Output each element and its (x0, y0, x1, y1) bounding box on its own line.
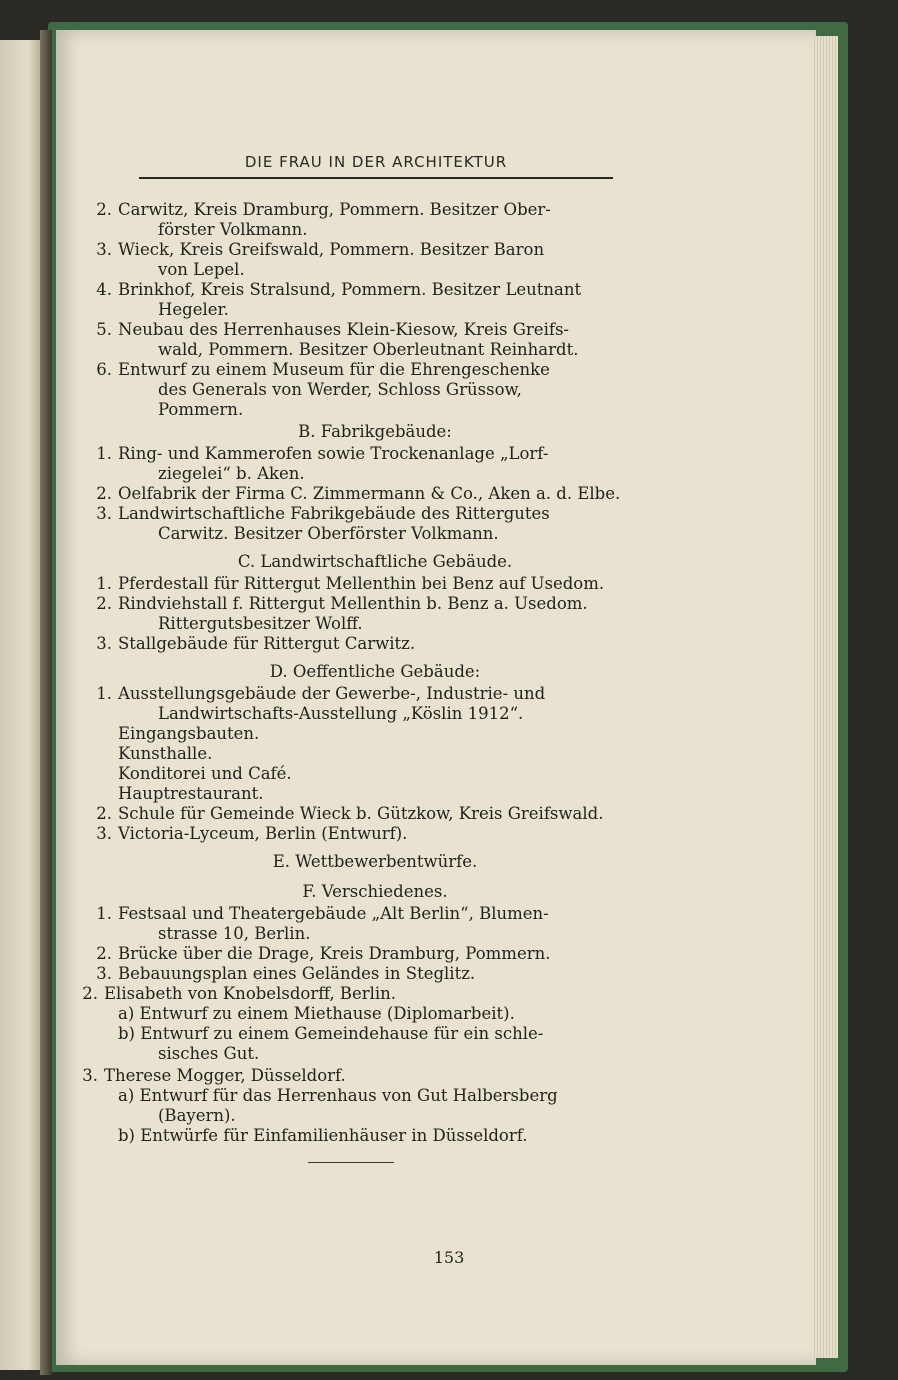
line-text: förster Volkmann. (158, 220, 308, 239)
text-line (158, 524, 499, 544)
item-number: 3. (96, 824, 112, 843)
item-number: 4. (96, 280, 112, 299)
line-text: Brücke über die Drage, Kreis Dramburg, Pommern. (118, 944, 551, 963)
text-line (158, 400, 243, 420)
text-line (158, 924, 310, 944)
text-line (158, 1044, 259, 1064)
line-text: Landwirtschafts-Ausstellung „Köslin 1912“. (158, 704, 524, 723)
text-line (158, 380, 522, 400)
section-heading: B. Fabrikgebäude: (298, 422, 452, 441)
text-line (96, 200, 551, 220)
line-text: Rittergutsbesitzer Wolff. (158, 614, 363, 633)
closing-rule (308, 1162, 394, 1163)
line-text: a) Entwurf für das Herrenhaus von Gut Halbersberg (118, 1086, 558, 1105)
line-text: (Bayern). (158, 1106, 236, 1125)
section-heading: C. Landwirtschaftliche Gebäude. (237, 552, 513, 571)
line-text: Victoria-Lyceum, Berlin (Entwurf). (118, 824, 408, 843)
text-line (158, 704, 523, 724)
line-text: Neubau des Herrenhauses Klein-Kiesow, Kreis Greifs- (118, 320, 569, 339)
line-text: Eingangsbauten. (118, 724, 260, 743)
line-text: Pferdestall für Rittergut Mellenthin bei Benz auf Usedom. (118, 574, 605, 593)
text-line (118, 1086, 558, 1106)
line-text: Carwitz, Kreis Dramburg, Pommern. Besitzer Ober- (118, 200, 551, 219)
page-number: 153 (433, 1248, 465, 1267)
item-number: 2. (96, 944, 112, 963)
text-line (118, 1126, 528, 1146)
line-text: Pommern. (158, 400, 244, 419)
item-number: 3. (96, 504, 112, 523)
text-line (96, 944, 551, 964)
line-text: von Lepel. (158, 260, 245, 279)
text-line (96, 360, 550, 380)
text-line (118, 724, 259, 744)
line-text: Therese Mogger, Düsseldorf. (104, 1066, 346, 1085)
item-number: 3. (82, 1066, 98, 1085)
item-number: 2. (96, 594, 112, 613)
line-text: Hegeler. (158, 300, 229, 319)
line-text: a) Entwurf zu einem Miethause (Diplomarbeit). (118, 1004, 515, 1023)
text-line (82, 1066, 346, 1086)
line-text: Brinkhof, Kreis Stralsund, Pommern. Besitzer Leutnant (118, 280, 582, 299)
line-text: Entwurf zu einem Museum für die Ehrengeschenke (118, 360, 550, 379)
text-line (96, 904, 549, 924)
item-number: 1. (96, 904, 112, 923)
text-line (96, 574, 605, 594)
item-number: 3. (96, 964, 112, 983)
text-line (158, 464, 305, 484)
item-number: 1. (96, 444, 112, 463)
item-number: 2. (82, 984, 98, 1003)
item-number: 5. (96, 320, 112, 339)
line-text: Rindviehstall f. Rittergut Mellenthin b. Benz a. Usedom. (118, 594, 588, 613)
text-line (158, 220, 308, 240)
line-text: Wieck, Kreis Greifswald, Pommern. Besitzer Baron (118, 240, 545, 259)
text-line (158, 300, 229, 320)
line-text: Ring- und Kammerofen sowie Trockenanlage „Lorf- (118, 444, 549, 463)
line-text: Bebauungsplan eines Geländes in Steglitz. (118, 964, 476, 983)
text-line (158, 1106, 236, 1126)
text-line (118, 744, 212, 764)
line-text: des Generals von Werder, Schloss Grüssow, (158, 380, 522, 399)
text-line (96, 684, 546, 704)
running-header: DIE FRAU IN DER ARCHITEKTUR (244, 153, 508, 171)
text-line (118, 1024, 543, 1044)
line-text: Schule für Gemeinde Wieck b. Gützkow, Kreis Greifswald. (118, 804, 604, 823)
line-text: Oelfabrik der Firma C. Zimmermann & Co., Aken a. d. Elbe. (118, 484, 621, 503)
line-text: wald, Pommern. Besitzer Oberleutnant Reinhardt. (158, 340, 579, 359)
line-text: Kunsthalle. (118, 744, 213, 763)
line-text: Hauptrestaurant. (118, 784, 264, 803)
line-text: Konditorei und Café. (118, 764, 292, 783)
text-line (96, 964, 476, 984)
line-text: strasse 10, Berlin. (158, 924, 311, 943)
section-heading: F. Verschiedenes. (302, 882, 448, 901)
text-line (96, 634, 416, 654)
line-text: Festsaal und Theatergebäude „Alt Berlin“, Blumen- (118, 904, 549, 923)
text-line (96, 504, 550, 524)
text-line (118, 1004, 515, 1024)
text-line (96, 444, 549, 464)
text-line (158, 340, 578, 360)
text-line (96, 594, 588, 614)
text-line (158, 614, 363, 634)
text-line (96, 240, 545, 260)
item-number: 3. (96, 634, 112, 653)
line-text: Carwitz. Besitzer Oberförster Volkmann. (158, 524, 499, 543)
text-line (82, 984, 397, 1004)
line-text: Stallgebäude für Rittergut Carwitz. (118, 634, 416, 653)
text-line (96, 484, 621, 504)
text-line (118, 784, 264, 804)
section-heading: E. Wettbewerbentwürfe. (272, 852, 478, 871)
item-number: 3. (96, 240, 112, 259)
section-heading: D. Oeffentliche Gebäude: (269, 662, 481, 681)
item-number: 2. (96, 804, 112, 823)
item-number: 2. (96, 200, 112, 219)
text-line (158, 260, 245, 280)
item-number: 6. (96, 360, 112, 379)
item-number: 1. (96, 684, 112, 703)
text-line (118, 764, 292, 784)
line-text: b) Entwurf zu einem Gemeindehause für ein schle- (118, 1024, 544, 1043)
line-text: b) Entwürfe für Einfamilienhäuser in Düsseldorf. (118, 1126, 528, 1145)
line-text: Landwirtschaftliche Fabrikgebäude des Rittergutes (118, 504, 550, 523)
text-line (96, 280, 582, 300)
line-text: Elisabeth von Knobelsdorff, Berlin. (104, 984, 397, 1003)
item-number: 1. (96, 574, 112, 593)
line-text: ziegelei“ b. Aken. (158, 464, 305, 483)
text-line (96, 824, 408, 844)
text-line (96, 320, 569, 340)
item-number: 2. (96, 484, 112, 503)
line-text: Ausstellungsgebäude der Gewerbe-, Industrie- und (118, 684, 546, 703)
line-text: sisches Gut. (158, 1044, 260, 1063)
text-line (96, 804, 604, 824)
